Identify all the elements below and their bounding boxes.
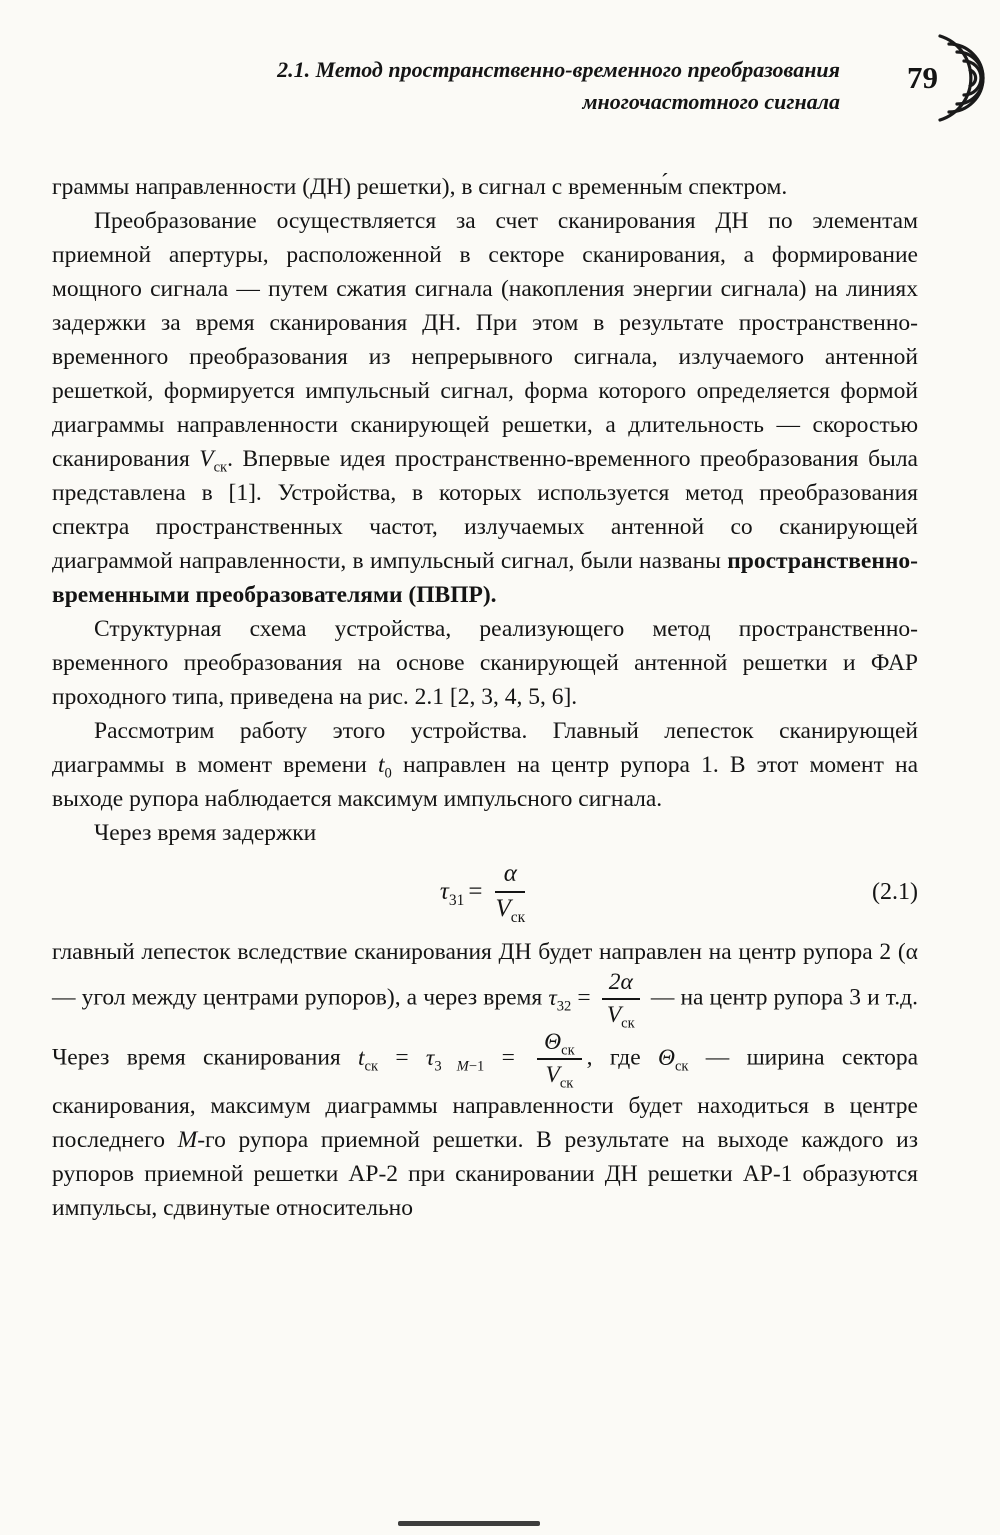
- page-number: 79: [907, 60, 938, 95]
- var-tau-32: [548, 984, 572, 1015]
- paragraph-cherez-vremya: [52, 816, 918, 850]
- var-theta-sk: [657, 1044, 689, 1075]
- var-subscript: 31: [448, 891, 465, 909]
- fraction-2alpha-over-vsk: [602, 969, 640, 1032]
- p6-text-1: главный лепесток вследствие сканирования ДН будет направлен на центр рупора 2 (α — угол между центрами рупоров), а через время: [52, 939, 918, 1011]
- fraction-numerator: 2α: [602, 969, 640, 1000]
- scan-artifact-mark: [398, 1521, 540, 1526]
- ornament-arcs-icon: [934, 32, 992, 124]
- p4-text-2: направлен на центр рупора 1. В этот момент на выходе рупора наблюдается максимум импульсного сигнала.: [52, 751, 918, 812]
- running-header: [52, 54, 840, 118]
- var-subscript: 0: [384, 765, 392, 782]
- equals-sign: =: [378, 1044, 426, 1071]
- paragraph-preobrazovanie: [52, 204, 918, 612]
- paragraph-rassmotrim: [52, 714, 918, 816]
- p6-text-3: , где: [586, 1044, 658, 1071]
- var-subscript: 3 M−1: [434, 1058, 485, 1075]
- var-m: M: [177, 1127, 198, 1154]
- equation-expression: [440, 860, 530, 924]
- equals-sign: =: [484, 1044, 533, 1071]
- fraction-numerator: $\Theta_{ск}$: [537, 1029, 582, 1060]
- pvpr-bold-term: пространственно-временными преобразователями (ПВПР).: [52, 547, 918, 608]
- fraction-denominator: $V_{ск}$: [606, 1002, 635, 1032]
- p6-text-2: — на центр рупора 3 и т.д. Через время сканирования: [52, 984, 918, 1071]
- var-tau-31: [440, 875, 464, 909]
- var-base: τ: [425, 1044, 435, 1071]
- equals-sign: =: [468, 877, 483, 905]
- var-v-sk: [199, 445, 228, 476]
- var-base: Θ: [657, 1044, 675, 1071]
- var-subscript: ск: [364, 1058, 379, 1075]
- p4-text-1: Рассмотрим работу этого устройства. Главный лепесток сканирующей диаграммы в момент времени: [52, 717, 918, 778]
- header-line-2: многочастотного сигнала: [582, 88, 840, 114]
- paragraph-continuation: [52, 170, 918, 204]
- header-line-1: 2.1. Метод пространственно-временного преобразования: [277, 57, 840, 82]
- var-base: τ: [548, 984, 557, 1011]
- var-t-sk: [358, 1044, 379, 1075]
- page-ornament: [907, 30, 992, 126]
- p5-text: Через время задержки: [94, 819, 317, 846]
- var-subscript: 32: [556, 998, 572, 1015]
- fraction-denominator: $V_{ск}$: [495, 894, 526, 926]
- equation-number: (2.1): [872, 878, 919, 905]
- var-t0: [378, 751, 392, 782]
- fraction-denominator: $V_{ск}$: [545, 1062, 574, 1093]
- fraction-alpha-over-vsk: [495, 860, 525, 924]
- p1-text: граммы направленности (ДН) решетки), в сигнал с временны́м спектром.: [52, 173, 788, 200]
- equals-sign: =: [571, 984, 597, 1011]
- var-subscript: ск: [213, 459, 228, 476]
- fraction-theta-over-vsk: [537, 1029, 582, 1093]
- var-subscript: ск: [674, 1058, 689, 1075]
- p6-text-5: -го рупора приемной решетки. В результате на выходе каждого из рупоров приемной решетки АР-2 при сканировании ДН решетки АР-1 образуются импульсы, сдвинутые относительно: [52, 1127, 918, 1222]
- p2-text-1: Преобразование осуществляется за счет сканирования ДН по элементам приемной апертуры, расположенной в секторе сканирования, а формирование мощного сигнала — путем сжатия сигнала (накопления энергии сигнала) на линиях задержки за время сканирования ДН. При этом в результате пространственно-временного преобразования из непрерывного сигнала, излучаемого антенной решеткой, формируется импульсный сигнал, форма которого определяется формой диаграммы направленности сканирующей решетки, а длительность — скоростью сканирования: [52, 207, 918, 472]
- paragraph-glavny-lepestok: [52, 935, 918, 1225]
- var-base: τ: [439, 877, 449, 905]
- var-base: t: [358, 1044, 365, 1071]
- var-base: V: [199, 445, 214, 472]
- p2-text-2: . Впервые идея пространственно-временного преобразования была представлена в [1]. Устройства, в которых используется метод преобразования спектра пространственных частот, излучаемых антенной со сканирующей диаграммой направленности, в импульсный сигнал, были названы: [52, 445, 918, 574]
- paragraph-strukturnaya-shema: [52, 612, 918, 714]
- equation-2-1: [52, 860, 918, 924]
- page-body: [52, 170, 918, 1226]
- p6-text-4: — ширина сектора сканирования, максимум диаграммы направленности будет находиться в центре последнего: [52, 1044, 918, 1154]
- p3-text: Структурная схема устройства, реализующего метод пространственно-временного преобразования на основе сканирующей антенной решетки и ФАР проходного типа, приведена на рис. 2.1 [2, 3, 4, 5, 6].: [52, 615, 918, 710]
- fraction-numerator: α: [495, 860, 525, 893]
- var-tau-3m-1: [425, 1044, 485, 1075]
- var-base: t: [378, 751, 385, 778]
